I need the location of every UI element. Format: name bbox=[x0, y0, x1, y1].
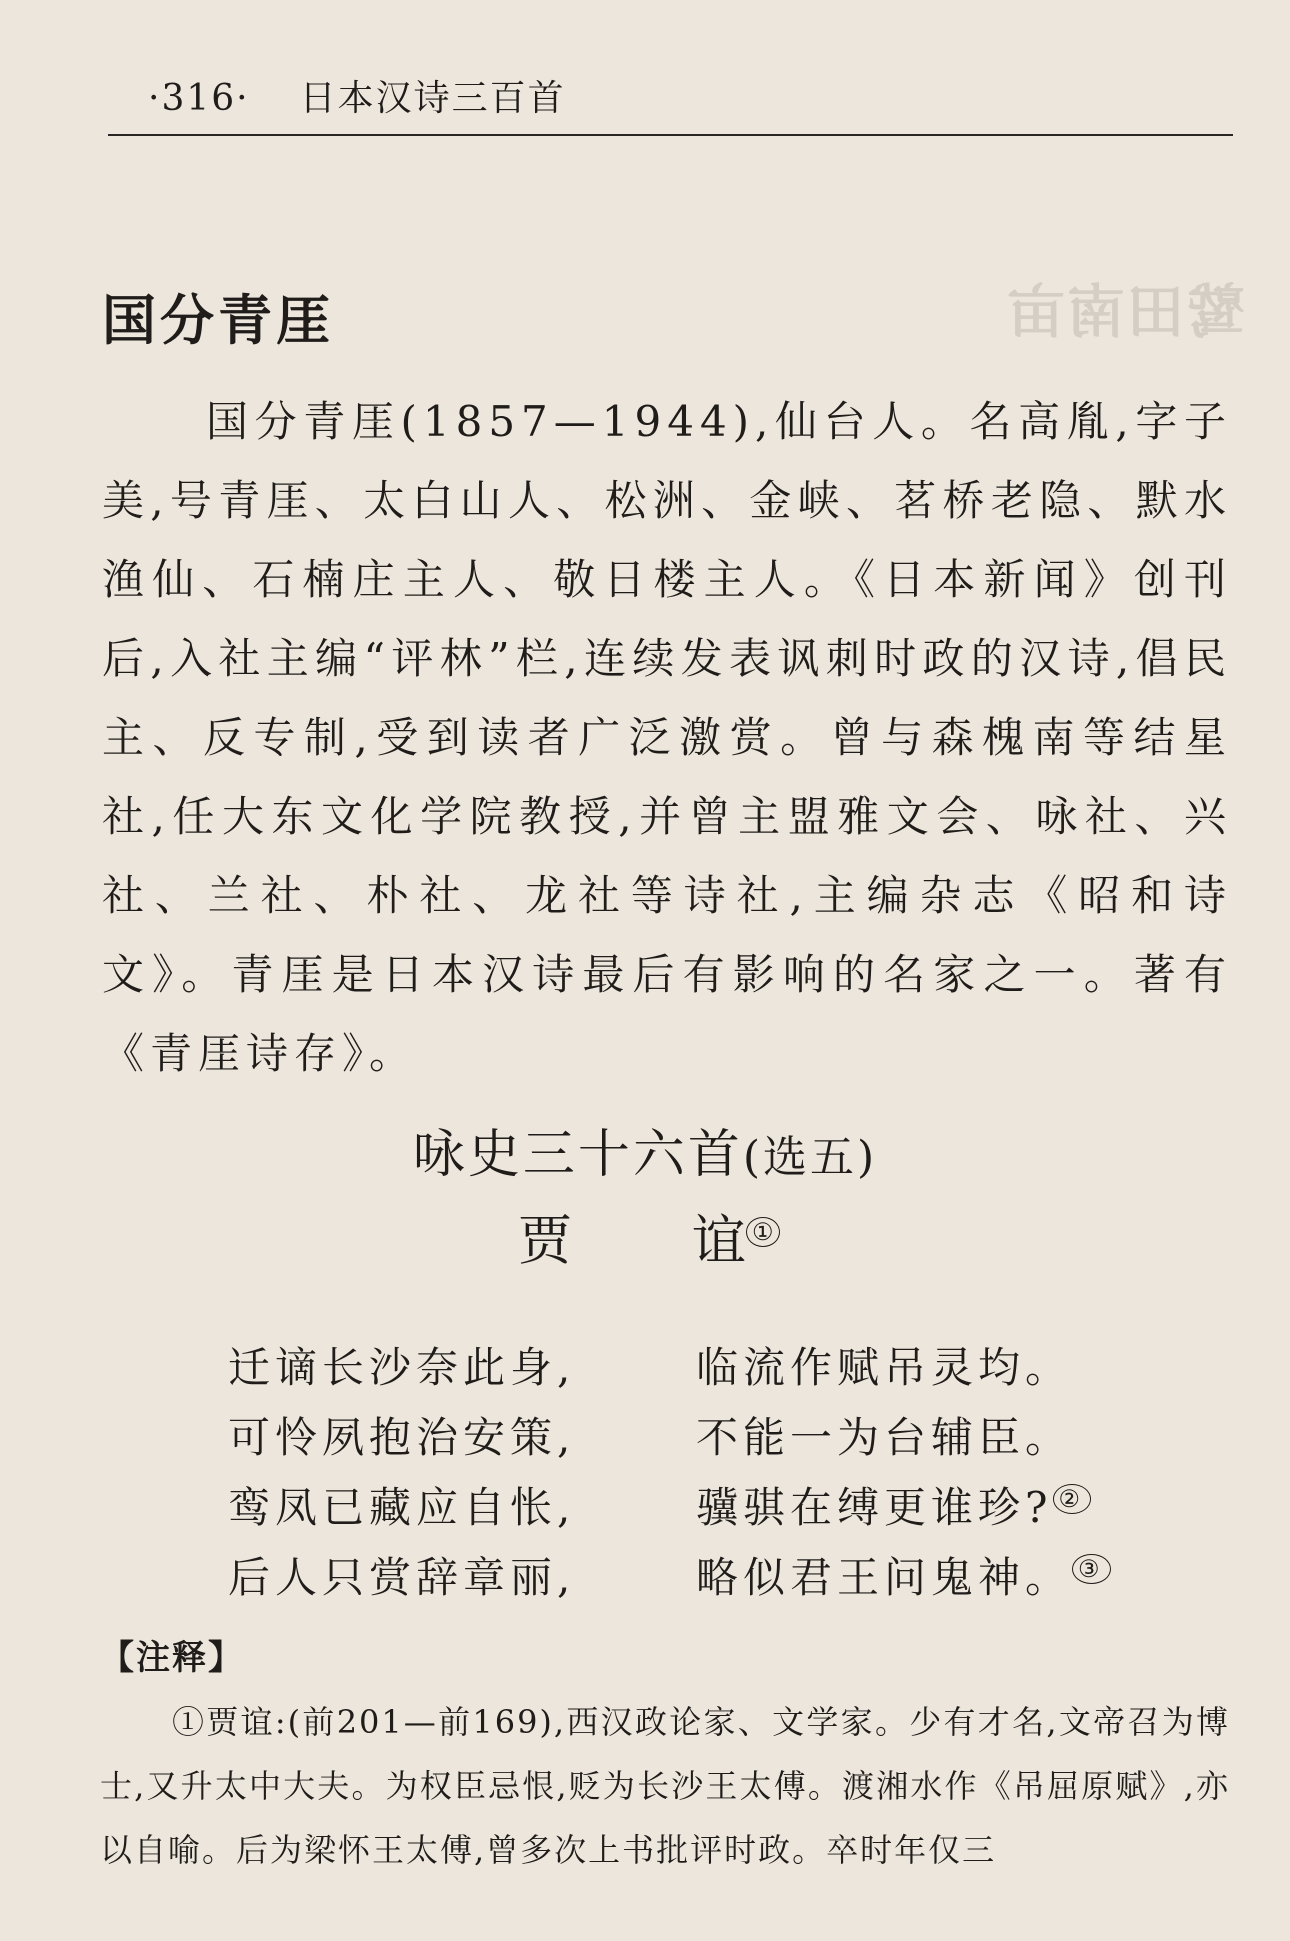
poet-name-heading: 国分青厓 bbox=[102, 289, 334, 352]
poem-line-second-half bbox=[696, 1475, 1091, 1535]
poem-subtitle-char-2: 谊 bbox=[692, 1209, 746, 1272]
poem-line-second-half: 临流作赋吊灵均。 bbox=[696, 1343, 1073, 1392]
poem-line-text: 骥骐在缚更谁珍? bbox=[696, 1483, 1053, 1532]
footnote-ref-3: ③ bbox=[1072, 1554, 1111, 1584]
running-header bbox=[148, 70, 566, 121]
poem-body bbox=[228, 1330, 1111, 1610]
bleed-through-text: 鹫田南亩 bbox=[1005, 278, 1246, 346]
poem-line bbox=[228, 1330, 1111, 1400]
poet-biography: 国分青厓(1857—1944),仙台人。名高胤,字子美,号青厓、太白山人、松洲、金峡、茗桥老隐、默水渔仙、石楠庄主人、敬日楼主人。《日本新闻》创刊后,入社主编“评林”栏,连续发表讽刺时政的汉诗,倡民主、反专制,受到读者广泛激赏。曾与森槐南等结星社,任大东文化学院教授,并曾主盟雅文会、咏社、兴社、兰社、朴社、龙社等诗社,主编杂志《昭和诗文》。青厓是日本汉诗最后有影响的名家之一。著有《青厓诗存》。 bbox=[102, 397, 1232, 1078]
footnote-text: ①贾谊:(前201—前169),西汉政论家、文学家。少有才名,文帝召为博士,又升太中大夫。为权臣忌恨,贬为长沙王太傅。渡湘水作《吊屈原赋》,亦以自喻。后为梁怀王太傅,曾多次上书批评时政。卒时年仅三 bbox=[100, 1703, 1230, 1869]
poem-line bbox=[228, 1400, 1111, 1470]
footnote-ref-1: ① bbox=[746, 1217, 780, 1247]
poem-line-first-half: 可怜夙抱治安策, bbox=[228, 1413, 576, 1462]
page-number: ·316· bbox=[148, 78, 250, 119]
poem-line-second-half bbox=[696, 1545, 1111, 1605]
header-rule bbox=[108, 134, 1233, 136]
poem-line-first-half: 迁谪长沙奈此身, bbox=[228, 1343, 576, 1392]
poem-line bbox=[228, 1540, 1111, 1610]
poem-title-main: 咏史三十六首 bbox=[412, 1125, 743, 1185]
poem-line bbox=[228, 1470, 1111, 1540]
poem-subtitle bbox=[518, 1198, 780, 1275]
poem-line-first-half: 鸾凤已藏应自怅, bbox=[228, 1483, 576, 1532]
poem-selection-note: (选五) bbox=[742, 1132, 878, 1183]
poem-line-first-half: 后人只赏辞章丽, bbox=[228, 1553, 576, 1602]
footnote-ref-2: ② bbox=[1053, 1484, 1092, 1514]
poem-line-second-half: 不能一为台辅臣。 bbox=[696, 1413, 1073, 1462]
book-title: 日本汉诗三百首 bbox=[299, 78, 566, 119]
poem-subtitle-char-1: 贾 bbox=[518, 1209, 572, 1272]
poem-title bbox=[0, 1112, 1290, 1187]
notes-heading: 【注释】 bbox=[100, 1638, 244, 1678]
poem-line-text: 略似君王问鬼神。 bbox=[696, 1553, 1073, 1602]
